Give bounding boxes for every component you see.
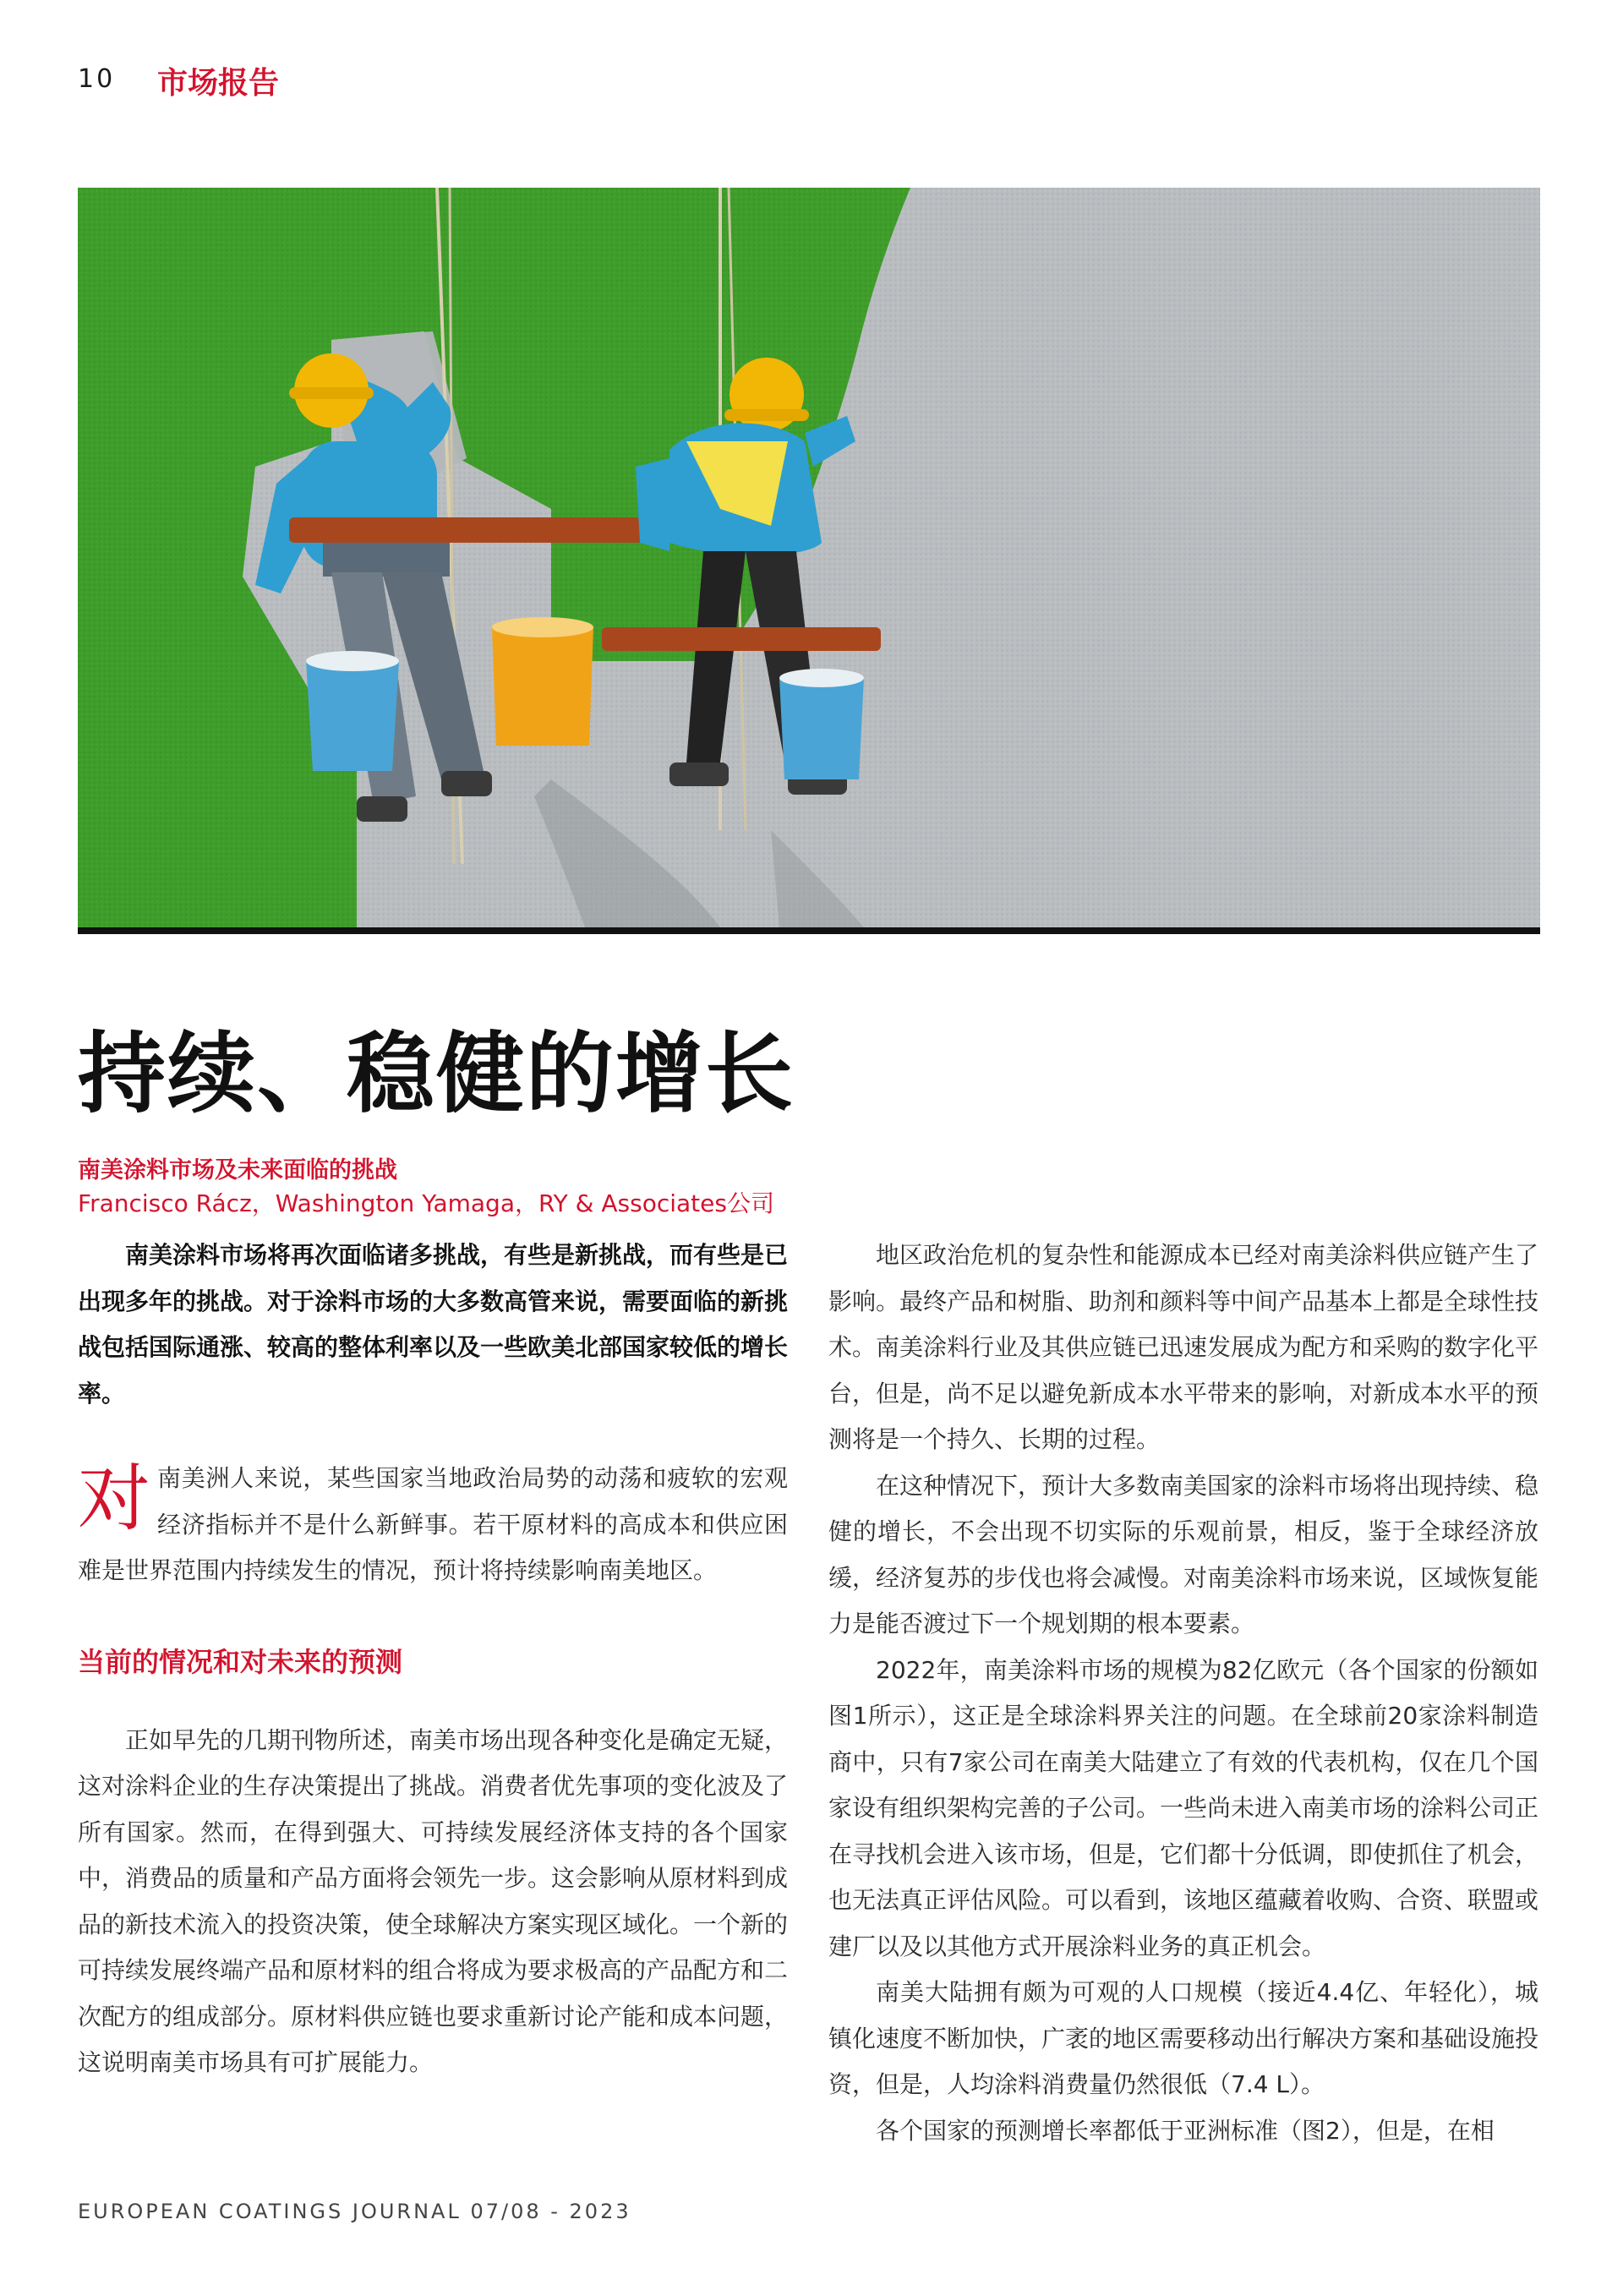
lead-paragraph: 南美涂料市场将再次面临诸多挑战，有些是新挑战，而有些是已出现多年的挑战。对于涂料市场的大多数高管来说，需要面临的新挑战包括国际通涨、较高的整体利率以及一些欧美北部国家较低的增长率。	[78, 1241, 789, 1408]
body-paragraph: 各个国家的预测增长率都低于亚洲标准（图2），但是，在相	[876, 2116, 1495, 2145]
hero-divider	[78, 927, 1540, 934]
body-paragraph: 在这种情况下，预计大多数南美国家的涂料市场将出现持续、稳健的增长，不会出现不切实际的乐观前景，相反，鉴于全球经济放缓，经济复苏的步伐也将会减慢。对南美涂料市场来说，区域恢复能力是能否渡过下一个规划期的根本要素。	[828, 1471, 1539, 1637]
page-number: 10	[78, 64, 116, 94]
left-column	[78, 1233, 788, 2086]
body-paragraph: 2022年，南美涂料市场的规模为82亿欧元（各个国家的份额如图1所示），这正是全球涂料界关注的问题。在全球前20家涂料制造商中，只有7家公司在南美大陆建立了有效的代表机构，仅在几个国家设有组织架构完善的子公司。一些尚未进入南美市场的涂料公司正在寻找机会进入该市场，但是，它们都十分低调，即使抓住了机会，也无法真正评估风险。可以看到，该地区蕴藏着收购、合资、联盟或建厂以及以其他方式开展涂料业务的真正机会。	[828, 1655, 1539, 1960]
section-heading: 当前的情况和对未来的预测	[78, 1645, 403, 1678]
body-paragraph: 南美大陆拥有颇为可观的人口规模（接近4.4亿、年轻化），城镇化速度不断加快，广袤的地区需要移动出行解决方案和基础设施投资，但是，人均涂料消费量仍然很低（7.4 L）。	[828, 1978, 1539, 2098]
body-paragraph: 地区政治危机的复杂性和能源成本已经对南美涂料供应链产生了影响。最终产品和树脂、助剂和颜料等中间产品基本上都是全球性技术。南美涂料行业及其供应链已迅速发展成为配方和采购的数字化平台，但是，尚不足以避免新成本水平带来的影响，对新成本水平的预测将是一个持久、长期的过程。	[828, 1241, 1539, 1453]
body-paragraph-text: 南美洲人来说，某些国家当地政治局势的动荡和疲软的宏观经济指标并不是什么新鲜事。若干原材料的高成本和供应困难是世界范围内持续发生的情况，预计将持续影响南美地区。	[78, 1464, 788, 1584]
article-title: 持续、稳健的增长	[78, 1022, 795, 1125]
section-tag: 市场报告	[157, 66, 280, 101]
body-paragraph: 正如早先的几期刊物所述，南美市场出现各种变化是确定无疑，这对涂料企业的生存决策提出了挑战。消费者优先事项的变化波及了所有国家。然而，在得到强大、可持续发展经济体支持的各个国家中，消费品的质量和产品方面将会领先一步。这会影响从原材料到成品的新技术流入的投资决策，使全球解决方案实现区域化。一个新的可持续发展终端产品和原材料的组合将成为要求极高的产品配方和二次配方的组成部分。原材料供应链也要求重新讨论产能和成本问题，这说明南美市场具有可扩展能力。	[78, 1725, 789, 2076]
right-column	[828, 1233, 1538, 2154]
body-paragraph	[78, 1456, 788, 1594]
article-subtitle: 南美涂料市场及未来面临的挑战	[78, 1157, 397, 1184]
article-byline: Francisco Rácz，Washington Yamaga，RY & Associates公司	[78, 1189, 774, 1217]
drop-cap: 对	[78, 1457, 150, 1541]
hero-photo	[78, 188, 1540, 927]
journal-footer: EUROPEAN COATINGS JOURNAL 07/08 - 2023	[78, 2200, 631, 2223]
